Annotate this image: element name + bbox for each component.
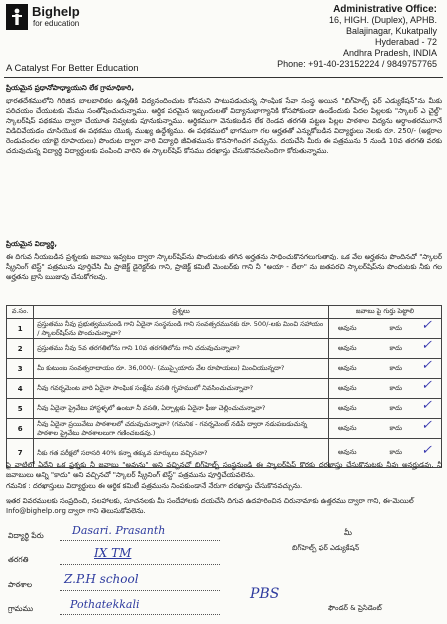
contact-email-line[interactable]: Info@bighelp.org ద్వారా గాని తెలుసుకోవలెను. — [6, 507, 146, 515]
eligibility-table — [6, 305, 442, 468]
answer-yes-option[interactable]: అవును — [337, 363, 357, 372]
answer-yes-option[interactable]: అవును — [337, 323, 357, 332]
row-number: 6 — [7, 419, 34, 439]
answer-no-option[interactable]: కాదు — [389, 448, 403, 456]
table-row — [7, 319, 442, 339]
question-text: నీవు ఏదైనా ప్రైవేటు హాస్టళ్ళలో ఉంటూ నీ వసతి, ఏర్పాట్లకు ఏదైనా ఫీజు చెల్లించుచున్నావా? — [34, 399, 329, 419]
row-number: 2 — [7, 339, 34, 359]
question-text: మీ కుటుంబ సంవత్సరాదాయం రూ. 36,000/- (ముప్పైయారు వేల రూపాయలు) మించియున్నదా? — [34, 359, 329, 379]
table-row — [7, 379, 442, 399]
intro-paragraph: భారతదేశములోని గిరిజిన బాలబాలికల ఉన్నతికి విద్యనందించుట కోసమని పాటుపడుచున్న సాంఘిక సేవా సంస్థ అయిన "బిగ్‌హెల్ప్ ఫర్ ఎడ్యుకేషన్"ను మీకు పరిచయం చేయుటకు మేము సంతోషించుచున్నాము. ఆర్థిక పరమైన ఇబ్బందులతో విద్యానుభాగ్యానికి కోసపోకుండా ఉండేందుకు పేదల పిల్లలకు "స్కాలర్ ఎ చైల్డ్" స్కాలర్‌షిప్ పథకము ద్వారా చేయూత నివ్వటకు పూనుకున్నాము. ఆర్థికముగా వెనుకబడిన లేక రెండవ తరగతి పట్టణ పిల్లల పాఠశాల విద్యను అర్ధాంతరముగానే విడిచివేయడం చూసియొక ఈ పథకము యొక్క ముఖ్య ఉద్దేశ్యము. ఈ పథకములో భాగముగా గల ఆర్హతతో ఎన్నుకోబడిన విద్యార్థులు నెలకు రూ. 250/- (అక్షరాల రెండువందల యాభై రూపాయలు) పొందుట ద్వారా వారి విద్యాధి జీవితమును కొనసాగించగ వచ్చును. దయచేసి మీరు ఈ పత్రమును 5 నుండి 10వ తరగతి వరకు చదువుచున్న విద్యార్థి విద్యార్థులకు పంపించి వారిని ఈ స్కాలర్‌షిప్‌ కోసము దరఖాస్తు చేసుకొనవలసిందిగా కోరుతున్నాము. — [6, 97, 442, 155]
signature-salutation: మీ — [344, 528, 352, 537]
student-head: ప్రియమైన విద్యార్థి, — [6, 240, 58, 248]
note-gamanika: గమనిక : దరఖాస్తులు విద్యార్థులు ఈ ఆర్థిక కమిటీ పత్రమును నింపకుండానే నేరుగా దరఖాస్తు చేసుకొనవచ్చును. — [6, 482, 303, 490]
question-text: ప్రస్తుతము నీవు ప్రభుత్వమునుండి గాని ఏదైనా సంస్థనుండి గాని సంవత్సరమునకు రూ. 500/-లకు మించి సహాయం / స్కాలర్‌షిప్‌ను పొందుచున్నావా? — [34, 319, 329, 339]
checkmark-icon: ✓ — [421, 398, 432, 413]
address-line: 16, HIGH. (Duplex), APHB. — [328, 15, 437, 25]
answer-yes-option[interactable]: అవును — [337, 423, 357, 432]
checkmark-icon: ✓ — [421, 358, 432, 373]
bighelp-logo — [6, 4, 28, 30]
answer-no-option[interactable]: కాదు — [389, 403, 403, 412]
row-number: 3 — [7, 359, 34, 379]
answer-yes-option[interactable]: అవును — [337, 383, 357, 392]
contact-note: ఇతర వివరములకు సంప్రదించి, సలహాలకు, సూచనలకు మీ సందేహాలకు దయచేసి దిగువ ఉదహరించిన చిరునామాకు ఉత్తరము ద్వారా గాని, ఈ-మెయిల్ — [6, 497, 414, 505]
tagline: A Catalyst For Better Education — [6, 63, 139, 74]
student-name-field[interactable] — [60, 524, 220, 541]
answer-cell — [328, 399, 441, 419]
address-line: Balajinagar, Kukatpally — [345, 26, 437, 36]
class-value: IX TM — [94, 546, 132, 560]
school-label: పాఠశాల — [8, 580, 33, 589]
question-text: నీవు గవర్నమెంట వారి ఏదైనా సాంఘిక సంక్షేమ వసతి గృహములో నివసించుచున్నావా? — [34, 379, 329, 399]
header-divider — [4, 77, 443, 78]
brand-subtitle: for education — [33, 19, 80, 28]
table-row — [7, 399, 442, 419]
village-value: Pothatekkali — [70, 598, 140, 611]
answer-yes-option[interactable]: అవును — [337, 403, 357, 412]
person-logo-icon — [11, 8, 23, 26]
answer-no-option[interactable]: కాదు — [389, 343, 403, 352]
brand-name: Bighelp — [32, 4, 80, 19]
answer-cell — [328, 419, 441, 439]
student-paragraph: ఈ దిగువ నీయబడిన ప్రశ్నలకు జవాబు ఇవ్వటం ద్వారా స్కాలర్‌షిప్‌ను పొందుటకు తగిన అర్హతను సాధించుకొనగలుగుతావు. ఒక వేల అర్హతను పొందినచో "స్కాలర్ స్క్రీనింగ్ టెస్ట్" పత్రమును పూర్తిచేసి మీ ప్రాజెక్ట్ డైరెక్టర్‌కు గాని, ప్రాజెక్ట్ కమిటీ మెంబర్‌కు గాని నీ "అయా - దేలా" ను జతపరచి స్కాలర్‌షిప్‌ను పొందుటకు నీకు గల అర్హతను బ్రాసి ఋజువు చేసుకోగలవు. — [6, 253, 442, 281]
answer-cell — [328, 359, 441, 379]
answer-cell — [328, 339, 441, 359]
row-number: 7 — [7, 439, 34, 468]
student-name-label: విద్యార్థి పేరు — [8, 531, 44, 540]
checkmark-icon: ✓ — [421, 418, 432, 433]
checkmark-icon: ✓ — [421, 378, 432, 393]
address-line: Hyderabad - 72 — [374, 37, 437, 47]
answer-no-option[interactable]: కాదు — [389, 383, 403, 392]
handwritten-signature: PBS — [250, 586, 280, 602]
founder-label: ఫౌండర్ & ప్రెసిడెంట్ — [328, 604, 382, 612]
salutation-head: ప్రియమైన ప్రధానోపాధ్యాయుని లేక గ్రామాధికారి, — [6, 84, 134, 92]
table-row — [7, 339, 442, 359]
address-line: Andhra Pradesh, INDIA — [342, 48, 437, 58]
question-text: నీవు ఏదైనా ప్రయివేటు పాఠశాలలో చదువుచున్నావా? (గమనిక - గవర్నమెంట్ నడిపే ద్వారా నడుపబడుచున్న పాఠశాల ప్రైవేటు పాఠశాలలుగా గణించబడవు.) — [34, 419, 329, 439]
phone: Phone: +91-40-23152224 / 9849757765 — [277, 59, 437, 69]
village-field[interactable] — [60, 598, 220, 615]
answer-no-option[interactable]: కాదు — [389, 363, 403, 372]
school-value: Z.P.H school — [64, 572, 139, 586]
checkmark-icon: ✓ — [421, 442, 432, 458]
col-header-answer: జవాబు పై గుర్తు పెట్టాలి — [328, 306, 441, 319]
class-label: తరగతి — [8, 555, 29, 564]
answer-no-option[interactable]: కాదు — [389, 323, 403, 332]
answer-yes-option[interactable]: అవును — [337, 448, 357, 456]
table-row — [7, 419, 442, 439]
col-header-questions: ప్రశ్నలు — [34, 306, 329, 319]
office-address — [237, 4, 437, 70]
row-number: 4 — [7, 379, 34, 399]
row-number: 5 — [7, 399, 34, 419]
checkmark-icon: ✓ — [421, 338, 432, 353]
village-label: గ్రామము — [8, 604, 34, 613]
answer-cell — [328, 379, 441, 399]
answer-cell — [328, 319, 441, 339]
student-name-value: Dasari. Prasanth — [72, 524, 166, 537]
answer-yes-option[interactable]: అవును — [337, 343, 357, 352]
row-number: 1 — [7, 319, 34, 339]
table-row — [7, 359, 442, 379]
answer-no-option[interactable]: కాదు — [389, 423, 403, 432]
question-text: నీకు గత పరీక్షలో సరాసరి 40% కన్నా తక్కువ మార్కులు వచ్చినవా? — [34, 439, 329, 468]
checkmark-icon: ✓ — [421, 318, 432, 333]
school-field[interactable] — [60, 572, 220, 591]
class-field[interactable] — [60, 546, 220, 565]
col-header-number: వ.సం. — [7, 306, 34, 319]
org-signature-label: బిగ్‌హెల్ప్ ఫర్ ఎడ్యుకేషన్ — [292, 544, 360, 552]
office-title: Administrative Office: — [333, 4, 437, 15]
question-text: ప్రస్తుతము నీవు 5వ తరగతిలోను గాని 10వ తరగతిలోను గాని చదువుచున్నావా? — [34, 339, 329, 359]
eligibility-note: పై వాటిలో ఏదేని ఒక ప్రశ్నకు నీ జవాబు "అవును" అని వచ్చినచో బిగ్‌హెల్ప్ సంస్థనుండి ఈ స్కాలర్‌షిప్‌ కొరకు దరఖాస్తు చేసుకొనుటకు నీవు అనర్హుడవు. నీ జవాబులు అన్ని "కాదు" అని వచ్చినచో "స్కాలర్ స్క్రీనింగ్ టెస్ట్" పత్రమును పూర్తిచేయవలెను. — [6, 461, 442, 479]
